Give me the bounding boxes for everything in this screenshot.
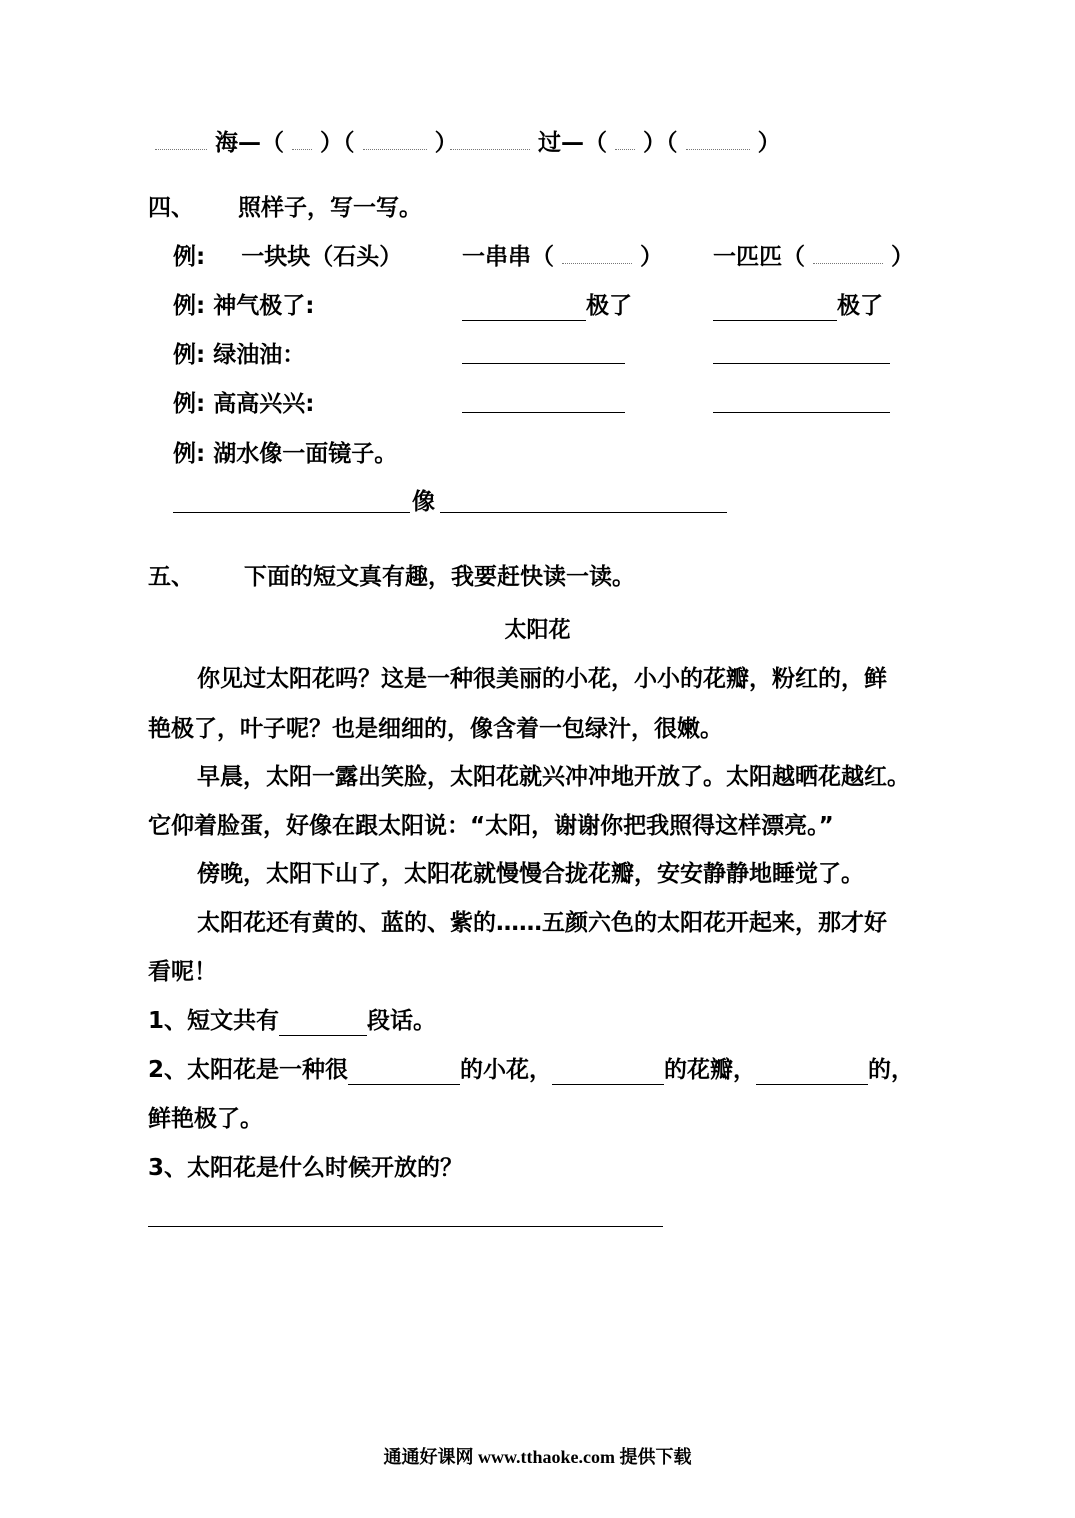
example-2-c bbox=[713, 291, 883, 321]
answer-line[interactable] bbox=[713, 412, 890, 413]
hai-close: ） bbox=[434, 130, 458, 156]
story-p3-line1: 傍晚，太阳下山了，太阳花就慢慢合拢花瓣，安安静静地睡觉了。 bbox=[197, 861, 864, 887]
example-1-b-text: 一串串（ bbox=[462, 244, 554, 270]
answer-line[interactable] bbox=[756, 1062, 868, 1085]
answer-line[interactable] bbox=[462, 298, 586, 321]
section-5-number: 五、 bbox=[148, 564, 194, 590]
answer-blank[interactable] bbox=[363, 143, 427, 150]
answer-line[interactable] bbox=[713, 363, 890, 364]
example-1-c-text: 一匹匹（ bbox=[713, 244, 805, 270]
example-label: 例: bbox=[173, 293, 206, 319]
story-p2-line2: 它仰着脸蛋，好像在跟太阳说：“太阳，谢谢你把我照得这样漂亮。” bbox=[148, 813, 834, 839]
answer-blank[interactable] bbox=[562, 257, 632, 264]
story-title: 太阳花 bbox=[504, 618, 571, 643]
guo-mid: ）（ bbox=[643, 130, 678, 156]
dotted-gap bbox=[450, 143, 530, 150]
question-1 bbox=[148, 1006, 436, 1036]
example-4 bbox=[173, 389, 314, 419]
footer-credit: 通通好课网 www.tthaoke.com 提供下载 bbox=[383, 1447, 692, 1467]
example-label: 例: bbox=[173, 342, 206, 368]
example-1 bbox=[173, 242, 402, 272]
question-2-part-d: 的， bbox=[868, 1057, 915, 1083]
example-1-b-close: ） bbox=[640, 244, 664, 270]
question-2-text: 2、太阳花是一种很 bbox=[148, 1057, 349, 1083]
guo-close: ） bbox=[757, 130, 781, 156]
example-1-sample: 一块块（石头） bbox=[241, 244, 403, 270]
example-2 bbox=[173, 291, 314, 321]
question-2-line2: 鲜艳极了。 bbox=[148, 1106, 263, 1132]
answer-line[interactable] bbox=[348, 1062, 460, 1085]
question-2-part-b: 的小花， bbox=[460, 1057, 553, 1083]
answer-line[interactable] bbox=[462, 363, 625, 364]
answer-line[interactable] bbox=[440, 512, 727, 513]
example-3-sample: 绿油油： bbox=[213, 342, 306, 368]
story-p4-line2: 看呢！ bbox=[148, 959, 217, 985]
story-p2-line1: 早晨，太阳一露出笑脸，太阳花就兴冲冲地开放了。太阳越晒花越红。 bbox=[197, 764, 910, 790]
story-p4-line1: 太阳花还有黄的、蓝的、紫的……五颜六色的太阳花开起来，那才好 bbox=[197, 910, 887, 936]
answer-blank[interactable] bbox=[615, 143, 635, 150]
question-1-suffix: 段话。 bbox=[367, 1008, 437, 1034]
hai-open: 海—（ bbox=[215, 130, 285, 156]
answer-line[interactable] bbox=[552, 1062, 664, 1085]
xiang-word: 像 bbox=[412, 489, 435, 515]
example-label: 例: bbox=[173, 441, 206, 467]
dotted-gap bbox=[155, 143, 207, 150]
example-4-sample: 高高兴兴: bbox=[213, 391, 315, 417]
example-1-b bbox=[462, 242, 663, 272]
example-label: 例: bbox=[173, 391, 206, 417]
example-2-sample: 神气极了: bbox=[213, 293, 315, 319]
example-2-suffix: 极了 bbox=[586, 293, 632, 319]
section-4-heading bbox=[148, 193, 422, 223]
section-5-title: 下面的短文真有趣，我要赶快读一读。 bbox=[244, 564, 636, 590]
answer-line[interactable] bbox=[462, 412, 625, 413]
answer-line[interactable] bbox=[173, 512, 410, 513]
answer-blank[interactable] bbox=[813, 257, 883, 264]
question-2-part-c: 的花瓣， bbox=[664, 1057, 757, 1083]
answer-line[interactable] bbox=[148, 1226, 663, 1227]
example-2-suffix: 极了 bbox=[837, 293, 883, 319]
answer-blank[interactable] bbox=[686, 143, 750, 150]
guo-open: 过—（ bbox=[538, 130, 608, 156]
question-1-text: 1、短文共有 bbox=[148, 1008, 280, 1034]
answer-line[interactable] bbox=[713, 298, 837, 321]
example-1-c-close: ） bbox=[891, 244, 915, 270]
hai-mid: ）（ bbox=[320, 130, 355, 156]
answer-blank[interactable] bbox=[292, 143, 312, 150]
example-3 bbox=[173, 340, 305, 370]
section-5-heading bbox=[148, 562, 635, 592]
section-4-number: 四、 bbox=[148, 195, 194, 221]
question-2 bbox=[148, 1055, 914, 1085]
example-5 bbox=[173, 439, 397, 469]
example-label: 例: bbox=[173, 244, 206, 270]
story-p1-line1: 你见过太阳花吗？这是一种很美丽的小花，小小的花瓣，粉红的，鲜 bbox=[197, 666, 887, 692]
example-5-sample: 湖水像一面镜子。 bbox=[213, 441, 398, 467]
story-p1-line2: 艳极了，叶子呢？也是细细的，像含着一包绿汁，很嫩。 bbox=[148, 716, 723, 742]
guo-row bbox=[450, 128, 781, 158]
example-2-b bbox=[462, 291, 632, 321]
section-4-title: 照样子，写一写。 bbox=[238, 195, 423, 221]
example-1-c bbox=[713, 242, 914, 272]
answer-line[interactable] bbox=[279, 1013, 367, 1036]
hai-row bbox=[155, 128, 458, 158]
question-3: 3、太阳花是什么时候开放的？ bbox=[148, 1155, 464, 1181]
